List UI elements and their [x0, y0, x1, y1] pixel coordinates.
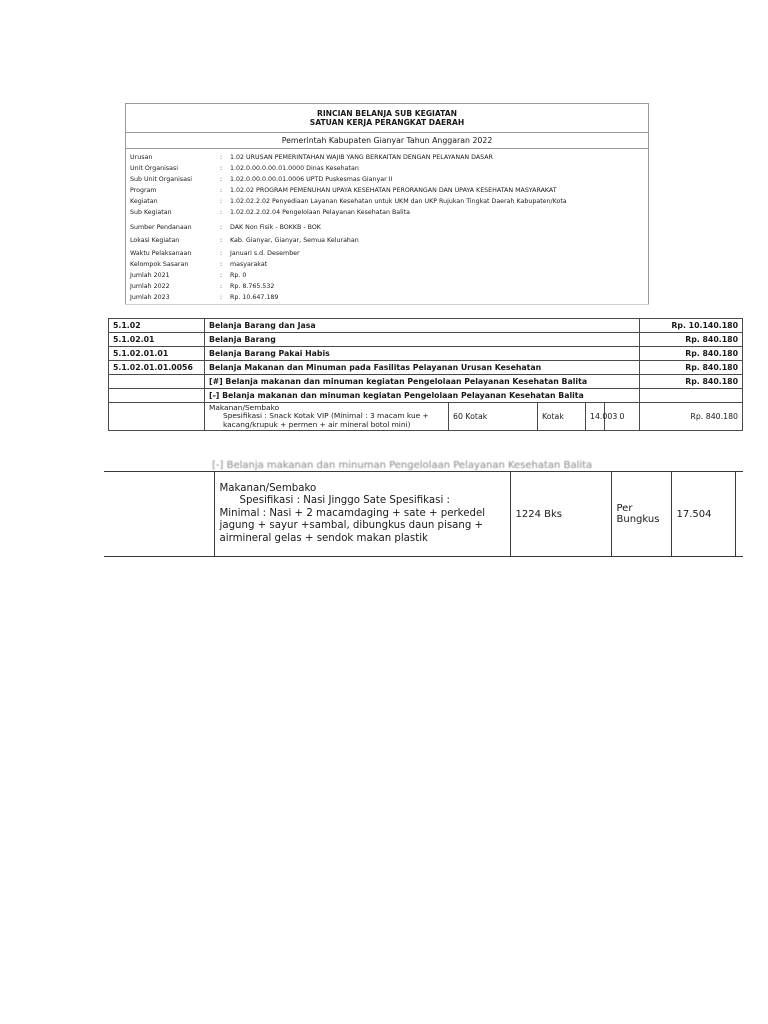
zoomed-spec-line1: Spesifikasi : Nasi Jinggo Sate Spesifikasi :: [239, 495, 450, 507]
info-value: Rp. 0: [230, 272, 247, 279]
zoomed-price: 17.504: [671, 472, 735, 557]
info-colon: :: [220, 154, 223, 161]
budget-table: [108, 318, 743, 431]
info-value: Januari s.d. Desember: [230, 250, 300, 257]
row-amount: Rp. 840.180: [640, 333, 743, 347]
row-amount: Rp. 840.180: [640, 347, 743, 361]
zoomed-description: [214, 472, 510, 557]
info-value: 1.02.0.00.0.00.01.0006 UPTD Puskesmas Gianyar II: [230, 176, 393, 183]
budget-header: [125, 103, 649, 305]
zoomed-detail-snippet: [104, 460, 743, 558]
info-label: Kelompok Sasaran: [130, 261, 189, 268]
row-description: Belanja Barang: [205, 333, 640, 347]
table-row: [109, 319, 743, 333]
info-value: 1.02.02.2.02 Penyediaan Layanan Kesehatan untuk UKM dan UKP Rujukan Tingkat Daerah Kabupaten/Kota: [230, 198, 567, 205]
table-row: [109, 333, 743, 347]
info-label: Program: [130, 187, 157, 194]
detail-row: [109, 403, 743, 431]
info-value: DAK Non Fisik - BOKKB - BOK: [230, 224, 321, 231]
item-name: Makanan/Sembako: [209, 402, 280, 412]
info-value: 1.02.0.00.0.00.01.0000 Dinas Kesehatan: [230, 165, 359, 172]
row-code: 5.1.02: [109, 319, 205, 333]
info-label: Jumlah 2021: [130, 272, 170, 279]
row-description: Belanja Barang dan Jasa: [205, 319, 640, 333]
detail-total: Rp. 840.180: [640, 403, 743, 431]
government-line: Pemerintah Kabupaten Gianyar Tahun Anggaran 2022: [126, 133, 648, 149]
zoomed-code-cell: [104, 472, 214, 557]
info-colon: :: [220, 237, 223, 244]
row-amount: Rp. 10.140.180: [640, 319, 743, 333]
info-label: Kegiatan: [130, 198, 158, 205]
row-amount: [640, 389, 743, 403]
info-colon: :: [220, 176, 223, 183]
table-row: [104, 472, 743, 557]
document-title: [126, 104, 648, 133]
info-label: Sub Kegiatan: [130, 209, 172, 216]
info-label: Urusan: [130, 154, 153, 161]
detail-code-cell: [109, 403, 205, 431]
zoomed-volume: 1224 Bks: [510, 472, 611, 557]
row-code: [109, 375, 205, 389]
info-colon: :: [220, 209, 223, 216]
info-colon: :: [220, 283, 223, 290]
info-value: 1.02.02.2.02.04 Pengelolaan Pelayanan Kesehatan Balita: [230, 209, 410, 216]
row-description: Belanja Barang Pakai Habis: [205, 347, 640, 361]
info-colon: :: [220, 187, 223, 194]
info-colon: :: [220, 272, 223, 279]
row-amount: Rp. 840.180: [640, 361, 743, 375]
detail-description: [205, 403, 449, 431]
info-label: Lokasi Kegiatan: [130, 237, 180, 244]
info-label: Jumlah 2022: [130, 283, 170, 290]
zoomed-item-name: Makanan/Sembako: [219, 482, 317, 494]
info-value: Kab. Gianyar, Gianyar, Semua Kelurahan: [230, 237, 359, 244]
info-colon: :: [220, 261, 223, 268]
row-code: [109, 389, 205, 403]
info-label: Sumber Pendanaan: [130, 224, 192, 231]
title-line-2: SATUAN KERJA PERANGKAT DAERAH: [309, 118, 465, 127]
info-label: Jumlah 2023: [130, 294, 170, 301]
detail-unit: Kotak: [538, 403, 586, 431]
zoomed-edge-cell: [735, 472, 743, 557]
info-colon: :: [220, 224, 223, 231]
table-row: [109, 361, 743, 375]
row-code: 5.1.02.01: [109, 333, 205, 347]
table-row: [109, 375, 743, 389]
detail-volume: 60 Kotak: [449, 403, 538, 431]
row-code: 5.1.02.01.01: [109, 347, 205, 361]
info-label: Waktu Pelaksanaan: [130, 250, 192, 257]
cropped-row-text: [-] Belanja makanan dan minuman Pengelolaan Pelayanan Kesehatan Balita: [212, 460, 593, 471]
header-bottom-rule: [125, 304, 649, 305]
title-line-1: RINCIAN BELANJA SUB KEGIATAN: [316, 109, 457, 118]
row-description: [#] Belanja makanan dan minuman kegiatan Pengelolaan Pelayanan Kesehatan Balita: [205, 375, 640, 389]
detail-price: 14.003: [586, 403, 605, 431]
info-colon: :: [220, 198, 223, 205]
row-description: [-] Belanja makanan dan minuman kegiatan Pengelolaan Pelayanan Kesehatan Balita: [205, 389, 640, 403]
zoomed-spec-rest: Minimal : Nasi + 2 macamdaging + sate + perkedel jagung + sayur +sambal, dibungkus daun pisang + airmineral gelas + sendok makan plastik: [219, 507, 486, 544]
info-colon: :: [220, 294, 223, 301]
row-description: Belanja Makanan dan Minuman pada Fasilitas Pelayanan Urusan Kesehatan: [205, 361, 640, 375]
info-label: Sub Unit Organisasi: [130, 176, 193, 183]
row-code: 5.1.02.01.01.0056: [109, 361, 205, 375]
info-value: 1.02.02 PROGRAM PEMENUHAN UPAYA KESEHATAN PERORANGAN DAN UPAYA KESEHATAN MASYARAKAT: [230, 187, 557, 194]
info-value: Rp. 8.765.532: [230, 283, 275, 290]
info-value: Rp. 10.647.189: [230, 294, 279, 301]
table-row: [109, 347, 743, 361]
info-colon: :: [220, 165, 223, 172]
zoomed-detail-table: [104, 471, 743, 557]
info-value: 1.02 URUSAN PEMERINTAHAN WAJIB YANG BERKAITAN DENGAN PELAYANAN DASAR: [230, 154, 493, 161]
item-spec: Spesifikasi : Snack Kotak VIP (Minimal : 3 macam kue + kacang/krupuk + permen + air mineral botol mini): [223, 411, 429, 429]
info-label: Unit Organisasi: [130, 165, 179, 172]
zoomed-unit: Per Bungkus: [611, 472, 671, 557]
row-amount: Rp. 840.180: [640, 375, 743, 389]
info-colon: :: [220, 250, 223, 257]
detail-tax: 0: [605, 403, 640, 431]
info-value: masyarakat: [230, 261, 268, 268]
table-row: [109, 389, 743, 403]
